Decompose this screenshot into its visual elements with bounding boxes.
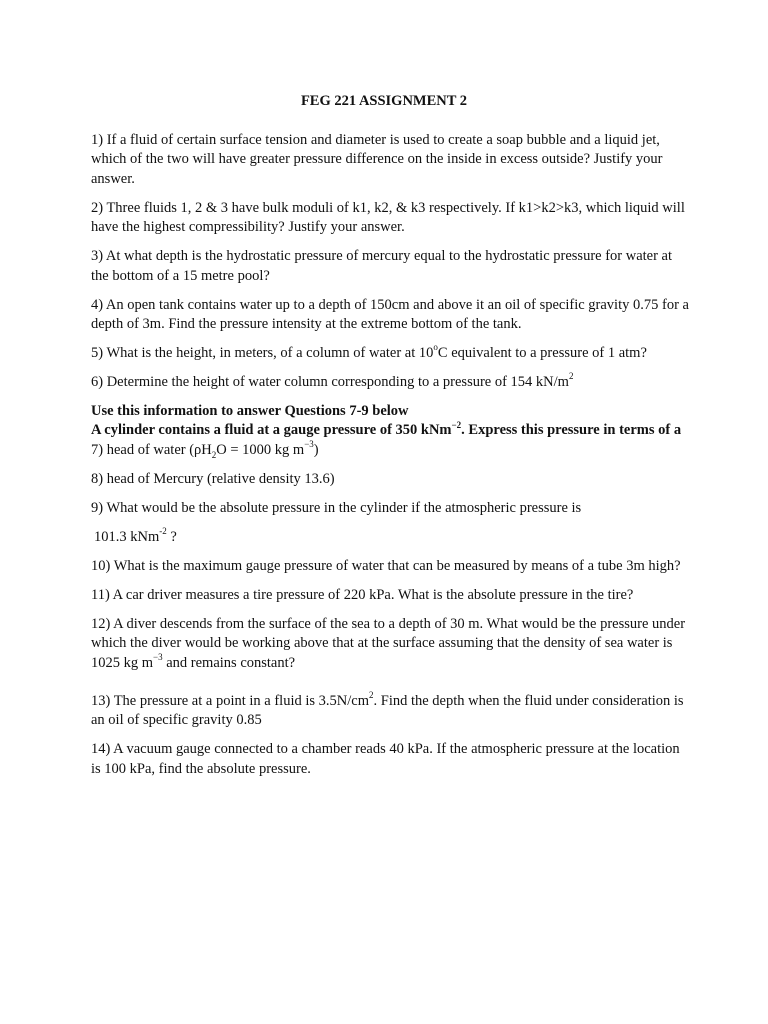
question-5 [91, 344, 691, 363]
info-statement-exponent: −2 [451, 419, 462, 430]
document-title: FEG 221 ASSIGNMENT 2 [300, 93, 468, 109]
question-6-exponent: 2 [568, 371, 574, 382]
info-statement-text: A cylinder contains a fluid at a gauge pressure of 350 kNm [91, 422, 452, 439]
question-9: 9) What would be the absolute pressure in the cylinder if the atmospheric pressure is [91, 499, 582, 516]
question-13-tail: . Find the depth when the fluid under consideration is an oil of specific gravity 0.85 [91, 693, 684, 729]
question-7-part-a: 7) head of water (ρH [91, 441, 212, 458]
info-statement [91, 421, 691, 440]
question-9-value-exponent: -2 [159, 526, 167, 537]
question-5-tail: C equivalent to a pressure of 1 atm? [437, 345, 647, 362]
question-4: 4) An open tank contains water up to a depth of 150cm and above it an oil of specific gravity 0.75 for a depth of 3m. Find the pressure intensity at the extreme bottom of the tank. [91, 296, 689, 333]
question-12-exponent: −3 [153, 651, 163, 662]
question-13-exponent: 2 [369, 690, 374, 701]
question-7-subscript: 2 [211, 449, 217, 460]
question-12-tail: and remains constant? [162, 654, 296, 671]
question-12-text: 12) A diver descends from the surface of the sea to a depth of 30 m. What would be the pressure under which the diver would be working above that at the surface assuming that the density of sea water is 1025 kg m [91, 615, 686, 671]
question-list [91, 131, 691, 779]
question-1: 1) If a fluid of certain surface tension and diameter is used to create a soap bubble and a liquid jet, which of the two will have greater pressure difference on the inside in excess outside? Justify your answer. [91, 132, 663, 187]
degree-symbol: o [433, 342, 438, 353]
info-statement-tail: . Express this pressure in terms of a [461, 422, 682, 439]
question-3: 3) At what depth is the hydrostatic pressure of mercury equal to the hydrostatic pressure for water at the bottom of a 15 metre pool? [91, 248, 673, 284]
question-14: 14) A vacuum gauge connected to a chamber reads 40 kPa. If the atmospheric pressure at the location is 100 kPa, find the absolute pressure. [91, 741, 680, 777]
question-5-text: 5) What is the height, in meters, of a column of water at 10 [91, 345, 434, 362]
question-2: 2) Three fluids 1, 2 & 3 have bulk moduli of k1, k2, & k3 respectively. If k1>k2>k3, which liquid will have the highest compressibility? Justify your answer. [91, 199, 685, 236]
question-9-value [91, 528, 691, 547]
info-heading: Use this information to answer Questions 7-9 below [91, 403, 409, 420]
question-7-part-b: O = 1000 kg m [216, 441, 305, 458]
question-7-exponent: −3 [304, 439, 314, 450]
question-7-part-c: ) [313, 441, 319, 458]
question-10: 10) What is the maximum gauge pressure of water that can be measured by means of a tube 3m high? [91, 557, 681, 574]
question-6 [91, 373, 691, 392]
question-9-value-tail: ? [166, 528, 177, 545]
question-7 [91, 441, 691, 460]
question-13-text: 13) The pressure at a point in a fluid is 3.5N/cm [91, 693, 369, 710]
question-8: 8) head of Mercury (relative density 13.6) [91, 470, 335, 487]
question-12 [91, 615, 691, 673]
question-13 [91, 692, 691, 731]
question-11: 11) A car driver measures a tire pressure of 220 kPa. What is the absolute pressure in the tire? [91, 586, 634, 603]
question-9-value-text: 101.3 kNm [94, 528, 160, 545]
question-6-text: 6) Determine the height of water column corresponding to a pressure of 154 kN/m [91, 374, 569, 391]
